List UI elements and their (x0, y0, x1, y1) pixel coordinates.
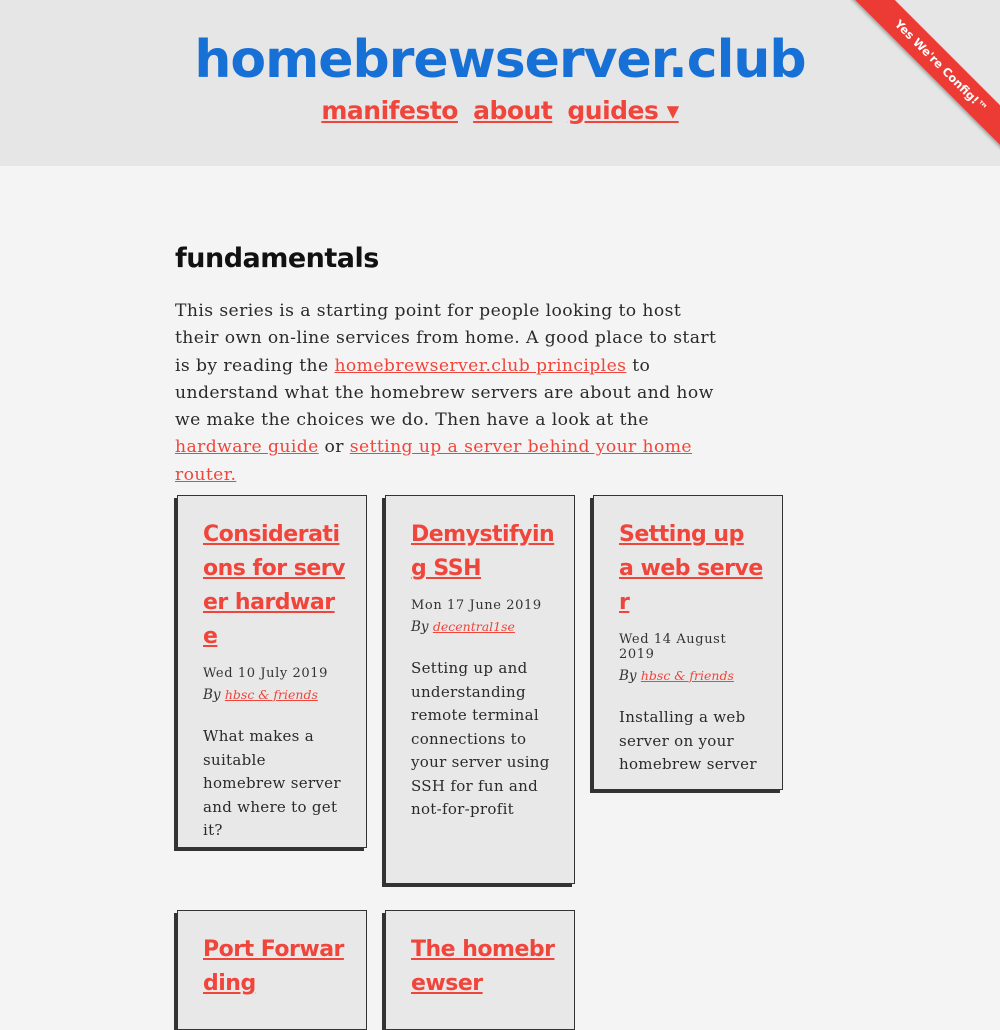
article-description: Installing a web server on your homebrew server (619, 708, 757, 773)
author-link[interactable]: hbsc & friends (224, 687, 318, 702)
main-content (175, 166, 815, 489)
hardware-guide-link[interactable]: hardware guide (175, 437, 319, 458)
article-byline (203, 687, 348, 703)
nav-about[interactable]: about (473, 96, 553, 125)
section-heading: fundamentals (175, 243, 379, 274)
site-title-link[interactable]: homebrewserver.club (194, 30, 806, 90)
article-date: Wed 14 August 2019 (619, 632, 727, 662)
article-date: Mon 17 June 2019 (411, 598, 542, 613)
author-link[interactable]: decentral1se (432, 619, 515, 634)
section-intro (175, 298, 720, 489)
config-ribbon[interactable]: Yes We're Config!™ (850, 0, 1000, 150)
article-title-link[interactable]: Considerations for server hardware (203, 522, 345, 649)
article-title-link[interactable]: Demystifying SSH (411, 522, 555, 581)
article-card (593, 495, 783, 790)
article-byline (619, 668, 764, 684)
site-header (0, 0, 1000, 166)
nav-guides-dropdown[interactable]: guides ▾ (567, 96, 679, 125)
article-title-link[interactable]: The homebrewser (411, 937, 555, 996)
article-card (385, 495, 575, 884)
article-byline (411, 619, 556, 635)
article-date: Wed 10 July 2019 (203, 666, 329, 681)
byline-label: By (411, 619, 429, 635)
ribbon-container (850, 0, 1000, 150)
principles-link[interactable]: homebrewserver.club principles (334, 355, 627, 376)
article-description: Setting up and understanding remote terminal connections to your server using SSH for fun and not-for-profit (411, 659, 550, 818)
intro-text-1: This series is a starting point for people looking to host their own on-line services from home. A good place to start is by reading the (175, 301, 717, 376)
intro-text-3: or (318, 437, 350, 458)
byline-label: By (203, 687, 221, 703)
intro-text-2: to understand what the homebrew servers are about and how we make the choices we do. Then have a look at the (175, 355, 714, 431)
article-title-link[interactable]: Port Forwarding (203, 937, 344, 996)
nav-manifesto[interactable]: manifesto (321, 96, 458, 125)
byline-label: By (619, 668, 637, 684)
router-guide-link[interactable]: setting up a server behind your home router. (175, 437, 693, 485)
author-link[interactable]: hbsc & friends (640, 668, 734, 683)
article-card (177, 495, 367, 848)
article-title-link[interactable]: Setting up a web server (619, 522, 763, 615)
article-description: What makes a suitable homebrew server and where to get it? (203, 727, 341, 839)
article-card (177, 910, 367, 1030)
article-card (385, 910, 575, 1030)
